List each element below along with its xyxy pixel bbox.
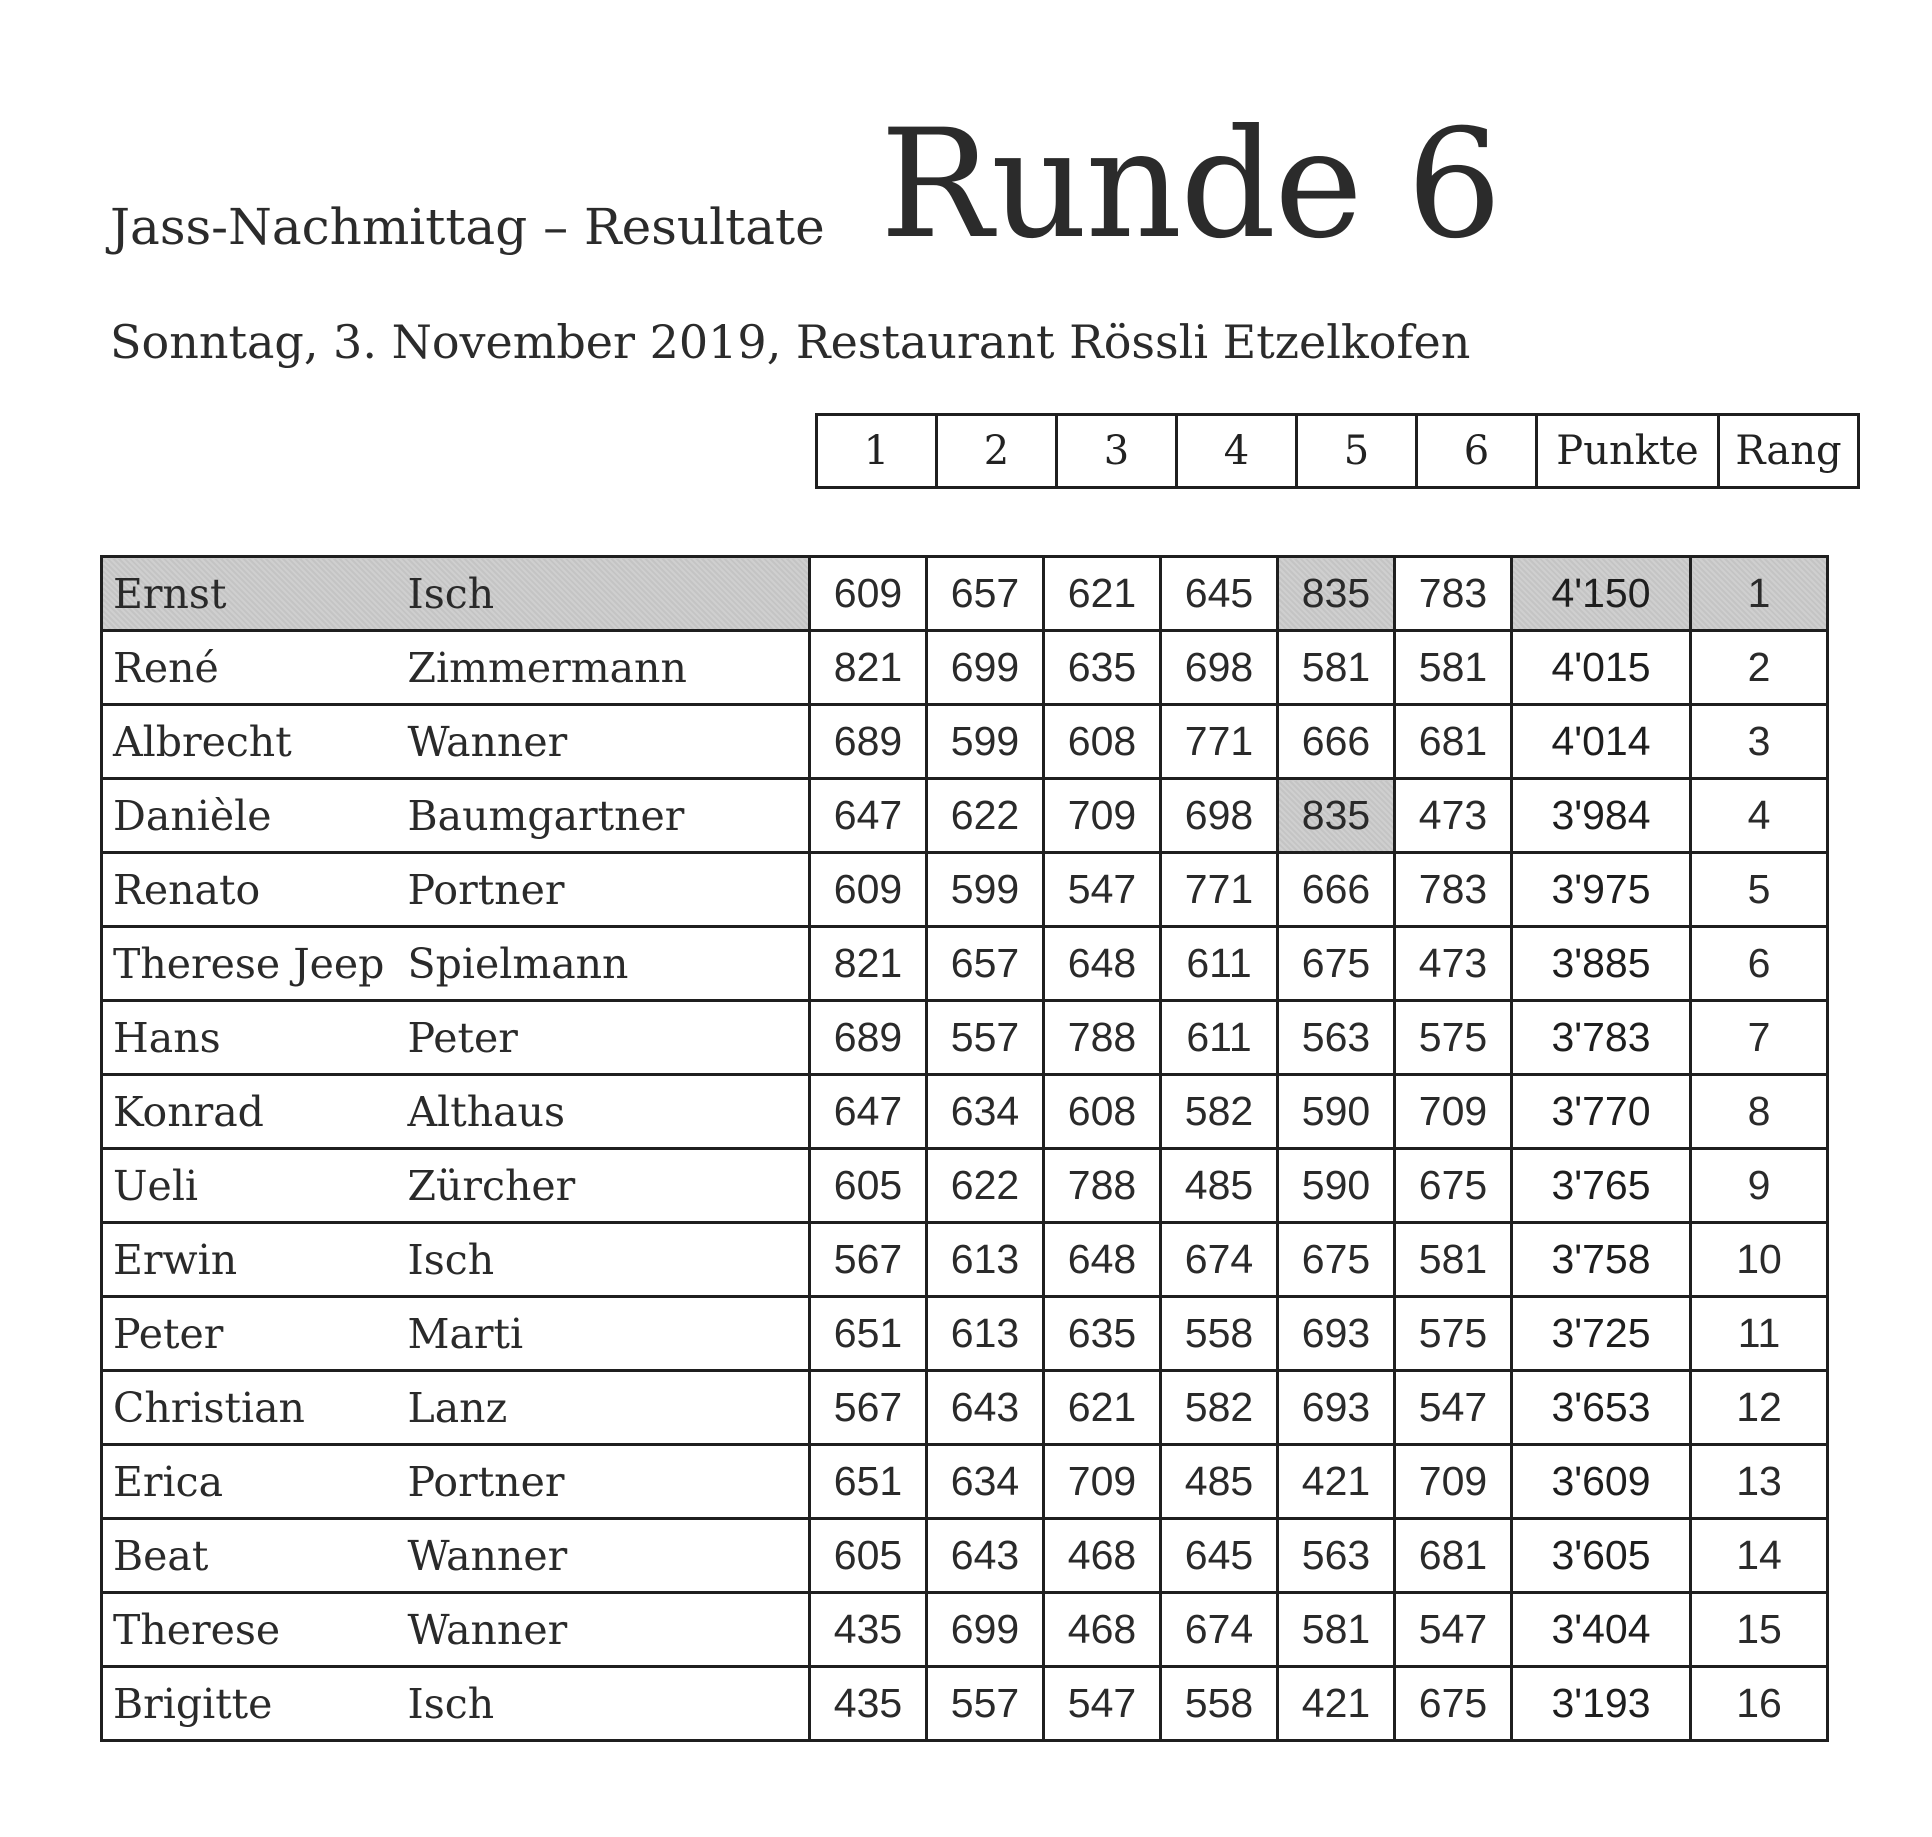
first-name-cell: Peter [102, 1297, 398, 1371]
last-name-cell: Wanner [398, 1519, 810, 1593]
round-score-cell: 657 [927, 927, 1044, 1001]
round-score-cell: 582 [1161, 1371, 1278, 1445]
round-score-cell: 421 [1278, 1667, 1395, 1741]
round-score-cell: 613 [927, 1223, 1044, 1297]
last-name-cell: Wanner [398, 1593, 810, 1667]
points-cell: 3'885 [1512, 927, 1691, 1001]
rank-cell: 9 [1691, 1149, 1828, 1223]
round-score-cell: 693 [1278, 1297, 1395, 1371]
round-score-cell: 698 [1161, 631, 1278, 705]
round-header: 5 [1297, 415, 1417, 488]
table-row [102, 853, 1828, 927]
round-score-cell: 709 [1044, 779, 1161, 853]
round-score-cell: 821 [810, 927, 927, 1001]
table-row [102, 779, 1828, 853]
first-name-cell: Erica [102, 1445, 398, 1519]
round-score-cell: 557 [927, 1667, 1044, 1741]
column-header-table [815, 413, 1860, 489]
round-score-cell: 581 [1395, 631, 1512, 705]
round-score-cell: 648 [1044, 927, 1161, 1001]
round-score-cell: 609 [810, 853, 927, 927]
round-score-cell: 435 [810, 1667, 927, 1741]
round-score-cell: 635 [1044, 1297, 1161, 1371]
last-name-cell: Wanner [398, 705, 810, 779]
rank-cell: 4 [1691, 779, 1828, 853]
round-header: 6 [1417, 415, 1537, 488]
last-name-cell: Zürcher [398, 1149, 810, 1223]
last-name-cell: Isch [398, 1223, 810, 1297]
round-score-cell: 647 [810, 1075, 927, 1149]
last-name-cell: Spielmann [398, 927, 810, 1001]
round-score-cell: 771 [1161, 705, 1278, 779]
points-cell: 3'758 [1512, 1223, 1691, 1297]
date-location: Sonntag, 3. November 2019, Restaurant Rössli Etzelkofen [110, 315, 1471, 369]
round-score-cell: 645 [1161, 557, 1278, 631]
round-score-cell: 693 [1278, 1371, 1395, 1445]
first-name-cell: Therese Jeep [102, 927, 398, 1001]
table-row [102, 1519, 1828, 1593]
round-score-cell: 709 [1395, 1075, 1512, 1149]
round-score-cell: 421 [1278, 1445, 1395, 1519]
round-score-cell: 567 [810, 1223, 927, 1297]
round-score-cell: 835 [1278, 779, 1395, 853]
last-name-cell: Lanz [398, 1371, 810, 1445]
round-header: 1 [817, 415, 937, 488]
points-cell: 3'725 [1512, 1297, 1691, 1371]
rank-cell: 13 [1691, 1445, 1828, 1519]
round-score-cell: 468 [1044, 1593, 1161, 1667]
round-score-cell: 621 [1044, 1371, 1161, 1445]
points-cell: 3'770 [1512, 1075, 1691, 1149]
round-score-cell: 622 [927, 1149, 1044, 1223]
round-score-cell: 605 [810, 1519, 927, 1593]
round-score-cell: 621 [1044, 557, 1161, 631]
round-score-cell: 485 [1161, 1445, 1278, 1519]
round-score-cell: 558 [1161, 1667, 1278, 1741]
round-score-cell: 558 [1161, 1297, 1278, 1371]
table-row [102, 1075, 1828, 1149]
table-row [102, 705, 1828, 779]
round-score-cell: 643 [927, 1519, 1044, 1593]
round-score-cell: 473 [1395, 779, 1512, 853]
first-name-cell: Hans [102, 1001, 398, 1075]
round-score-cell: 468 [1044, 1519, 1161, 1593]
round-score-cell: 582 [1161, 1075, 1278, 1149]
rank-cell: 6 [1691, 927, 1828, 1001]
last-name-cell: Althaus [398, 1075, 810, 1149]
round-score-cell: 563 [1278, 1001, 1395, 1075]
round-score-cell: 634 [927, 1075, 1044, 1149]
round-score-cell: 651 [810, 1445, 927, 1519]
rank-cell: 12 [1691, 1371, 1828, 1445]
points-cell: 3'404 [1512, 1593, 1691, 1667]
results-body [102, 557, 1828, 1741]
round-score-cell: 547 [1044, 1667, 1161, 1741]
round-score-cell: 557 [927, 1001, 1044, 1075]
round-score-cell: 613 [927, 1297, 1044, 1371]
round-score-cell: 575 [1395, 1001, 1512, 1075]
table-row [102, 1001, 1828, 1075]
title-row [110, 98, 1610, 272]
first-name-cell: Konrad [102, 1075, 398, 1149]
points-header: Punkte [1537, 415, 1719, 488]
first-name-cell: Therese [102, 1593, 398, 1667]
round-score-cell: 681 [1395, 1519, 1512, 1593]
round-score-cell: 666 [1278, 705, 1395, 779]
table-row [102, 631, 1828, 705]
last-name-cell: Peter [398, 1001, 810, 1075]
rank-cell: 2 [1691, 631, 1828, 705]
round-score-cell: 651 [810, 1297, 927, 1371]
round-score-cell: 699 [927, 631, 1044, 705]
table-row [102, 1445, 1828, 1519]
table-row [102, 1667, 1828, 1741]
round-score-cell: 675 [1278, 1223, 1395, 1297]
table-row [102, 1223, 1828, 1297]
points-cell: 3'783 [1512, 1001, 1691, 1075]
round-score-cell: 783 [1395, 853, 1512, 927]
round-score-cell: 648 [1044, 1223, 1161, 1297]
round-score-cell: 599 [927, 705, 1044, 779]
round-score-cell: 485 [1161, 1149, 1278, 1223]
round-score-cell: 608 [1044, 1075, 1161, 1149]
points-cell: 3'765 [1512, 1149, 1691, 1223]
round-score-cell: 567 [810, 1371, 927, 1445]
table-row [102, 927, 1828, 1001]
rank-cell: 11 [1691, 1297, 1828, 1371]
round-score-cell: 689 [810, 1001, 927, 1075]
rank-cell: 16 [1691, 1667, 1828, 1741]
rank-cell: 14 [1691, 1519, 1828, 1593]
round-score-cell: 635 [1044, 631, 1161, 705]
round-score-cell: 675 [1278, 927, 1395, 1001]
round-score-cell: 674 [1161, 1593, 1278, 1667]
round-score-cell: 563 [1278, 1519, 1395, 1593]
results-table [100, 555, 1829, 1742]
round-score-cell: 590 [1278, 1075, 1395, 1149]
rank-cell: 10 [1691, 1223, 1828, 1297]
round-score-cell: 674 [1161, 1223, 1278, 1297]
first-name-cell: Beat [102, 1519, 398, 1593]
last-name-cell: Isch [398, 557, 810, 631]
round-score-cell: 788 [1044, 1149, 1161, 1223]
round-score-cell: 709 [1395, 1445, 1512, 1519]
round-header: 4 [1177, 415, 1297, 488]
round-score-cell: 666 [1278, 853, 1395, 927]
round-score-cell: 473 [1395, 927, 1512, 1001]
first-name-cell: Albrecht [102, 705, 398, 779]
table-row [102, 1371, 1828, 1445]
round-score-cell: 643 [927, 1371, 1044, 1445]
round-score-cell: 547 [1044, 853, 1161, 927]
first-name-cell: Danièle [102, 779, 398, 853]
points-cell: 4'014 [1512, 705, 1691, 779]
round-score-cell: 675 [1395, 1149, 1512, 1223]
round-score-cell: 657 [927, 557, 1044, 631]
table-row [102, 1149, 1828, 1223]
round-score-cell: 581 [1395, 1223, 1512, 1297]
table-row [102, 557, 1828, 631]
round-score-cell: 698 [1161, 779, 1278, 853]
round-score-cell: 622 [927, 779, 1044, 853]
first-name-cell: Ernst [102, 557, 398, 631]
points-cell: 4'015 [1512, 631, 1691, 705]
round-score-cell: 599 [927, 853, 1044, 927]
first-name-cell: Renato [102, 853, 398, 927]
document-subtitle: Jass-Nachmittag – Resultate [110, 198, 825, 256]
points-cell: 3'975 [1512, 853, 1691, 927]
round-score-cell: 689 [810, 705, 927, 779]
column-header-row [817, 415, 1859, 488]
points-cell: 3'605 [1512, 1519, 1691, 1593]
first-name-cell: René [102, 631, 398, 705]
round-title: Runde 6 [880, 98, 1501, 272]
last-name-cell: Marti [398, 1297, 810, 1371]
rank-cell: 5 [1691, 853, 1828, 927]
rank-cell: 3 [1691, 705, 1828, 779]
round-score-cell: 581 [1278, 631, 1395, 705]
round-score-cell: 647 [810, 779, 927, 853]
rank-header: Rang [1719, 415, 1859, 488]
rank-cell: 1 [1691, 557, 1828, 631]
round-score-cell: 771 [1161, 853, 1278, 927]
last-name-cell: Portner [398, 1445, 810, 1519]
round-score-cell: 608 [1044, 705, 1161, 779]
round-score-cell: 611 [1161, 927, 1278, 1001]
first-name-cell: Erwin [102, 1223, 398, 1297]
round-score-cell: 634 [927, 1445, 1044, 1519]
round-header: 3 [1057, 415, 1177, 488]
first-name-cell: Ueli [102, 1149, 398, 1223]
round-score-cell: 590 [1278, 1149, 1395, 1223]
round-score-cell: 788 [1044, 1001, 1161, 1075]
rank-cell: 8 [1691, 1075, 1828, 1149]
first-name-cell: Christian [102, 1371, 398, 1445]
first-name-cell: Brigitte [102, 1667, 398, 1741]
round-score-cell: 709 [1044, 1445, 1161, 1519]
table-row [102, 1297, 1828, 1371]
points-cell: 3'984 [1512, 779, 1691, 853]
round-score-cell: 605 [810, 1149, 927, 1223]
rank-cell: 15 [1691, 1593, 1828, 1667]
round-score-cell: 783 [1395, 557, 1512, 631]
last-name-cell: Isch [398, 1667, 810, 1741]
round-score-cell: 675 [1395, 1667, 1512, 1741]
points-cell: 3'653 [1512, 1371, 1691, 1445]
points-cell: 3'609 [1512, 1445, 1691, 1519]
round-score-cell: 581 [1278, 1593, 1395, 1667]
table-row [102, 1593, 1828, 1667]
rank-cell: 7 [1691, 1001, 1828, 1075]
round-score-cell: 699 [927, 1593, 1044, 1667]
round-score-cell: 609 [810, 557, 927, 631]
round-score-cell: 435 [810, 1593, 927, 1667]
last-name-cell: Portner [398, 853, 810, 927]
round-score-cell: 575 [1395, 1297, 1512, 1371]
round-score-cell: 835 [1278, 557, 1395, 631]
round-header: 2 [937, 415, 1057, 488]
points-cell: 3'193 [1512, 1667, 1691, 1741]
last-name-cell: Zimmermann [398, 631, 810, 705]
points-cell: 4'150 [1512, 557, 1691, 631]
round-score-cell: 645 [1161, 1519, 1278, 1593]
round-score-cell: 547 [1395, 1593, 1512, 1667]
round-score-cell: 547 [1395, 1371, 1512, 1445]
round-score-cell: 611 [1161, 1001, 1278, 1075]
last-name-cell: Baumgartner [398, 779, 810, 853]
round-score-cell: 821 [810, 631, 927, 705]
round-score-cell: 681 [1395, 705, 1512, 779]
